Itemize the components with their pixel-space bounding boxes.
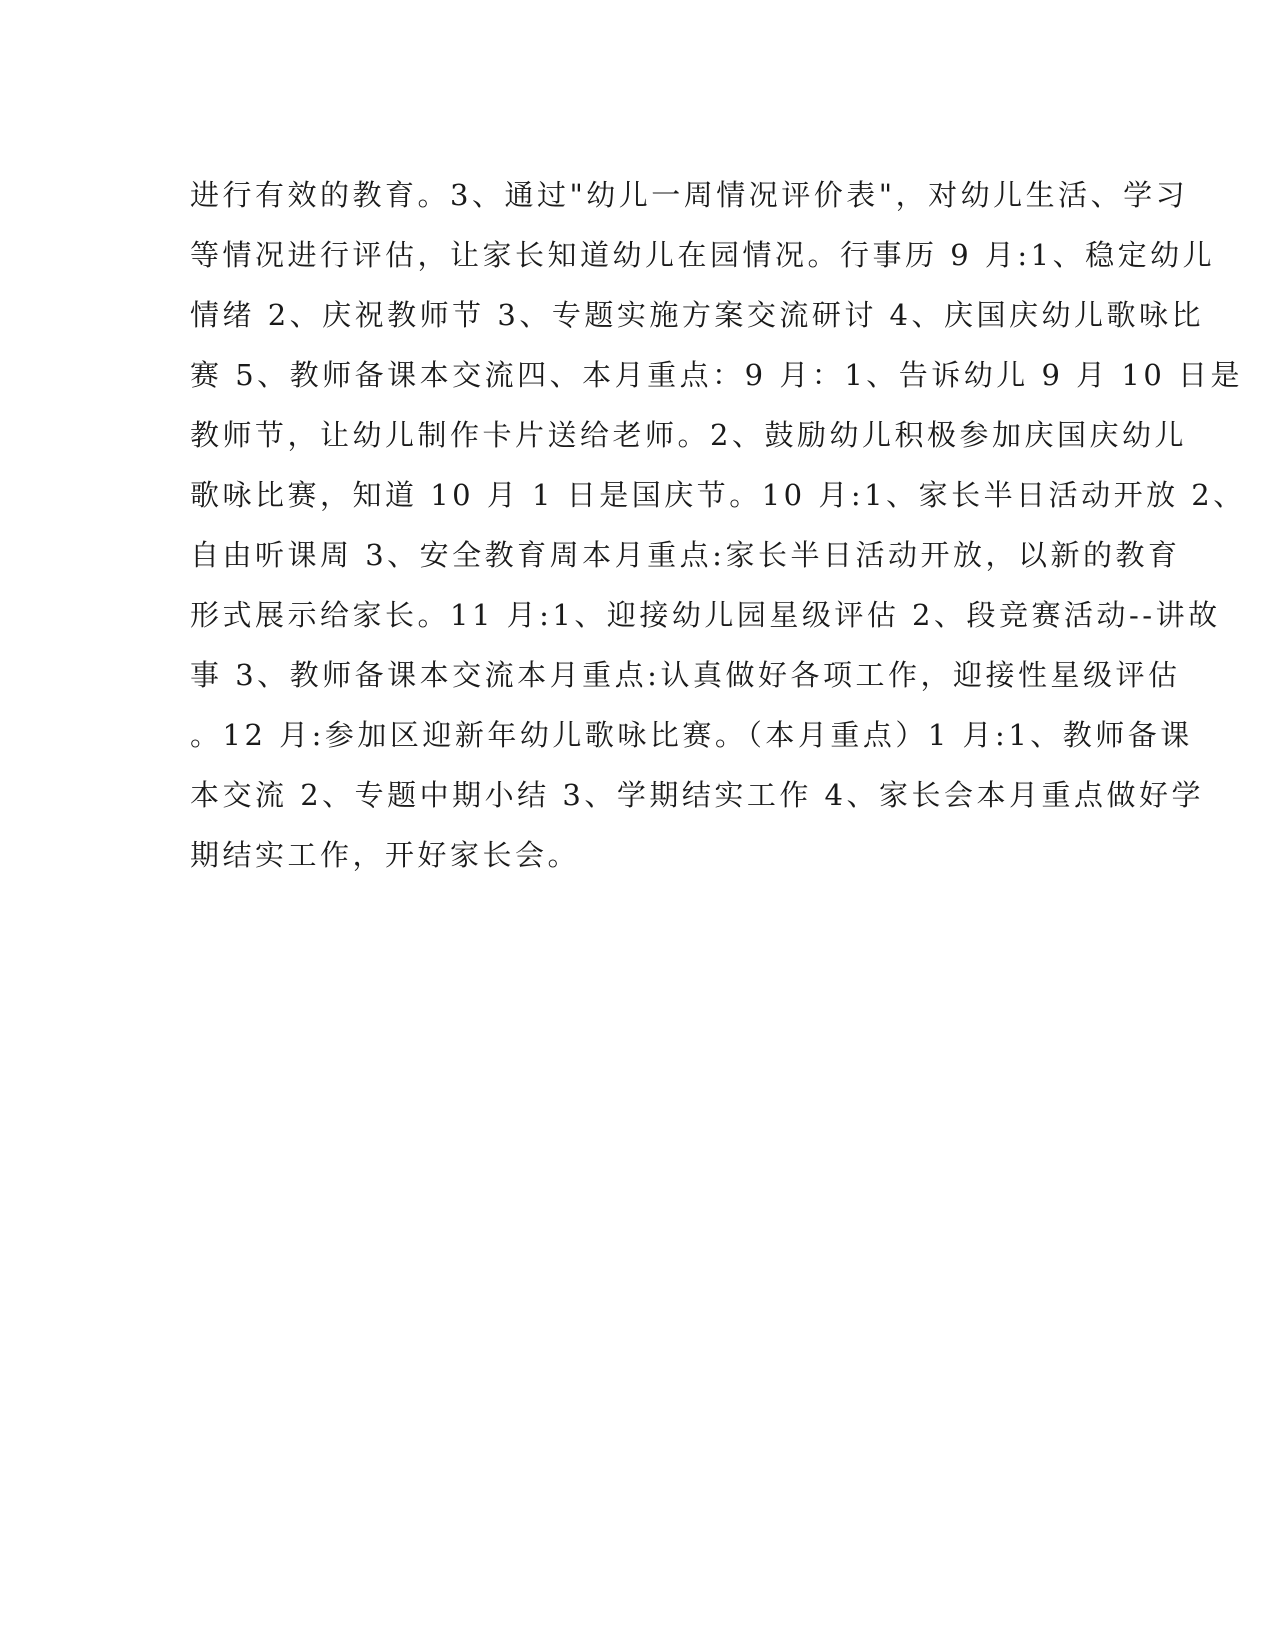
text-line-1: 进行有效的教育。3、通过"幼儿一周情况评价表"，对幼儿生活、学习 (190, 178, 1189, 212)
text-line-10: 。12 月:参加区迎新年幼儿歌咏比赛。（本月重点）1 月:1、教师备课 (190, 718, 1193, 752)
text-line-8: 形式展示给家长。11 月:1、迎接幼儿园星级评估 2、段竞赛活动--讲故 (190, 598, 1221, 632)
text-line-7: 自由听课周 3、安全教育周本月重点:家长半日活动开放，以新的教育 (190, 538, 1181, 572)
text-line-9: 事 3、教师备课本交流本月重点:认真做好各项工作，迎接性星级评估 (190, 658, 1181, 692)
text-line-4: 赛 5、教师备课本交流四、本月重点：9 月：1、告诉幼儿 9 月 10 日是 (190, 358, 1244, 392)
text-line-6: 歌咏比赛，知道 10 月 1 日是国庆节。10 月:1、家长半日活动开放 2、 (190, 478, 1246, 512)
text-line-5: 教师节，让幼儿制作卡片送给老师。2、鼓励幼儿积极参加庆国庆幼儿 (190, 418, 1187, 452)
text-line-12: 期结实工作，开好家长会。 (190, 838, 581, 872)
text-line-11: 本交流 2、专题中期小结 3、学期结实工作 4、家长会本月重点做好学 (190, 778, 1205, 812)
text-line-2: 等情况进行评估，让家长知道幼儿在园情况。行事历 9 月:1、稳定幼儿 (190, 238, 1216, 272)
document-body (190, 165, 1246, 885)
text-line-3: 情绪 2、庆祝教师节 3、专题实施方案交流研讨 4、庆国庆幼儿歌咏比 (190, 298, 1205, 332)
